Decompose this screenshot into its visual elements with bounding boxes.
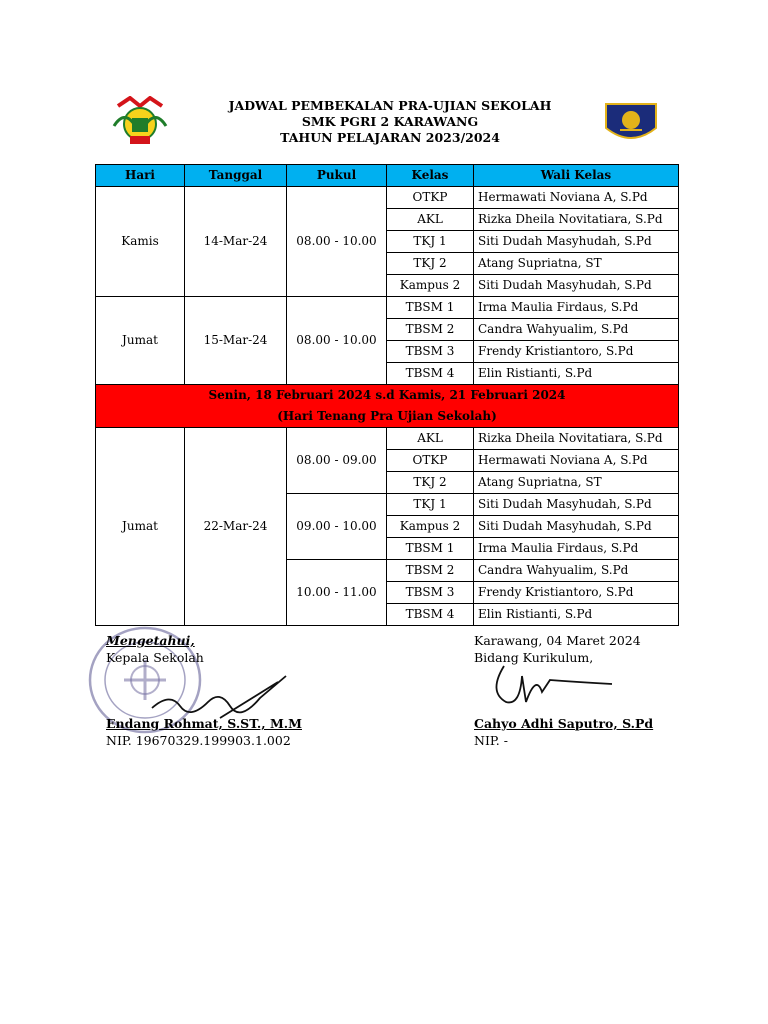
curriculum-name: Cahyo Adhi Saputro, S.Pd: [474, 716, 654, 731]
cell-kelas: AKL: [387, 428, 474, 450]
header-kelas: Kelas: [387, 165, 474, 187]
cell-kelas: Kampus 2: [387, 516, 474, 538]
header-tanggal: Tanggal: [185, 165, 287, 187]
cell-wali: Atang Supriatna, ST: [474, 472, 679, 494]
title-line-3: TAHUN PELAJARAN 2023/2024: [280, 130, 500, 145]
cell-wali: Irma Maulia Firdaus, S.Pd: [474, 538, 679, 560]
principal-role: Kepala Sekolah: [106, 650, 204, 665]
title-line-2: SMK PGRI 2 KARAWANG: [301, 114, 479, 129]
cell-tanggal: 22-Mar-24: [185, 428, 287, 626]
cell-pukul: 10.00 - 11.00: [287, 560, 387, 626]
principal-name: Endang Rohmat, S.ST., M.M: [106, 716, 302, 731]
cell-wali: Siti Dudah Masyhudah, S.Pd: [474, 231, 679, 253]
cell-kelas: OTKP: [387, 187, 474, 209]
cell-kelas: TKJ 2: [387, 472, 474, 494]
cell-hari: Kamis: [96, 187, 185, 297]
cell-kelas: TBSM 2: [387, 319, 474, 341]
cell-kelas: TBSM 4: [387, 363, 474, 385]
cell-wali: Rizka Dheila Novitatiara, S.Pd: [474, 428, 679, 450]
cell-kelas: TBSM 1: [387, 538, 474, 560]
cell-pukul: 09.00 - 10.00: [287, 494, 387, 560]
cell-wali: Atang Supriatna, ST: [474, 253, 679, 275]
cell-wali: Candra Wahyualim, S.Pd: [474, 560, 679, 582]
cell-kelas: TBSM 2: [387, 560, 474, 582]
notice-cell: [96, 385, 679, 428]
cell-wali: Siti Dudah Masyhudah, S.Pd: [474, 516, 679, 538]
signature-scribble-icon: [486, 662, 616, 712]
header-wali-kelas: Wali Kelas: [474, 165, 679, 187]
cell-wali: Irma Maulia Firdaus, S.Pd: [474, 297, 679, 319]
cell-wali: Siti Dudah Masyhudah, S.Pd: [474, 494, 679, 516]
signature-left: [106, 632, 204, 666]
curriculum-nip: NIP. -: [474, 733, 508, 748]
cell-kelas: TKJ 1: [387, 494, 474, 516]
cell-kelas: AKL: [387, 209, 474, 231]
notice-line-1: Senin, 18 Februari 2024 s.d Kamis, 21 Februari 2024: [208, 388, 566, 402]
cell-kelas: Kampus 2: [387, 275, 474, 297]
cell-hari: Jumat: [96, 297, 185, 385]
cell-kelas: OTKP: [387, 450, 474, 472]
place-date: Karawang, 04 Maret 2024: [474, 633, 641, 648]
cell-kelas: TBSM 4: [387, 604, 474, 626]
schedule-table: [95, 164, 679, 626]
cell-wali: Rizka Dheila Novitatiara, S.Pd: [474, 209, 679, 231]
cell-kelas: TBSM 3: [387, 341, 474, 363]
cell-pukul: 08.00 - 09.00: [287, 428, 387, 494]
signature-right: [474, 632, 641, 666]
header-pukul: Pukul: [287, 165, 387, 187]
notice-row: [96, 385, 679, 428]
curriculum-role: Bidang Kurikulum,: [474, 650, 594, 665]
table-row: [96, 187, 679, 209]
cell-kelas: TBSM 3: [387, 582, 474, 604]
school-emblem-icon: [602, 98, 660, 148]
document-title: [180, 98, 600, 146]
pgri-logo-icon: [110, 96, 170, 148]
signature-right-name: [474, 715, 653, 749]
cell-pukul: 08.00 - 10.00: [287, 187, 387, 297]
cell-kelas: TKJ 1: [387, 231, 474, 253]
cell-wali: Candra Wahyualim, S.Pd: [474, 319, 679, 341]
cell-pukul: 08.00 - 10.00: [287, 297, 387, 385]
cell-wali: Elin Ristianti, S.Pd: [474, 363, 679, 385]
cell-wali: Siti Dudah Masyhudah, S.Pd: [474, 275, 679, 297]
table-header-row: [96, 165, 679, 187]
cell-wali: Elin Ristianti, S.Pd: [474, 604, 679, 626]
cell-hari: Jumat: [96, 428, 185, 626]
header-hari: Hari: [96, 165, 185, 187]
cell-wali: Hermawati Noviana A, S.Pd: [474, 187, 679, 209]
cell-tanggal: 14-Mar-24: [185, 187, 287, 297]
table-row: [96, 297, 679, 319]
cell-wali: Hermawati Noviana A, S.Pd: [474, 450, 679, 472]
signature-left-name: [106, 715, 302, 749]
title-line-1: JADWAL PEMBEKALAN PRA-UJIAN SEKOLAH: [228, 98, 552, 113]
acknowledged-label: Mengetahui,: [106, 633, 195, 648]
cell-wali: Frendy Kristiantoro, S.Pd: [474, 341, 679, 363]
cell-kelas: TKJ 2: [387, 253, 474, 275]
table-row: [96, 428, 679, 450]
cell-wali: Frendy Kristiantoro, S.Pd: [474, 582, 679, 604]
cell-tanggal: 15-Mar-24: [185, 297, 287, 385]
cell-kelas: TBSM 1: [387, 297, 474, 319]
principal-nip: NIP. 19670329.199903.1.002: [106, 733, 291, 748]
notice-line-2: (Hari Tenang Pra Ujian Sekolah): [277, 409, 497, 423]
